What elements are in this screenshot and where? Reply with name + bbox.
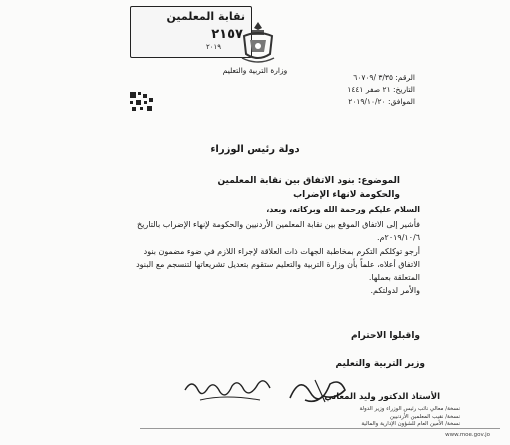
greeting: السلام عليكم ورحمة الله وبركاته، وبعد، bbox=[266, 205, 420, 214]
stamp-year: ٢٠١٩ bbox=[205, 43, 221, 51]
signer-name: الأستاذ الدكتور وليد المعاني bbox=[324, 392, 440, 402]
reference-number: الرقم: ٣/٣٥ /٦٠٧٠٩ bbox=[353, 73, 415, 82]
reference-block bbox=[315, 72, 415, 108]
subject-line-2: والحكومة لانهاء الإضراب bbox=[293, 190, 400, 200]
cc-list bbox=[300, 406, 460, 429]
incoming-stamp bbox=[130, 6, 252, 58]
letter-body bbox=[120, 203, 420, 297]
paragraph-2: أرجو توكلكم التكرم بمخاطبة الجهات ذات العلاقة لإجراء اللازم في ضوء مضمون بنود الاتفاق أعلاه، علماً بأن وزارة التربية والتعليم ستقوم بتعديل تشريعاتها لتنسجم مع البنود المتعلقة بعملها. bbox=[136, 246, 420, 283]
coat-of-arms-icon bbox=[238, 20, 278, 64]
barcode-icon bbox=[130, 92, 154, 112]
stamp-number: ٢١٥٧ bbox=[211, 27, 243, 42]
gregorian-date: الموافق: ٢٠١٩/١٠/٢٠ bbox=[348, 97, 415, 106]
cc-line: نسخة/ نقيب المعلمين الأردنيين bbox=[389, 413, 460, 420]
footer-text: www.moe.gov.jo bbox=[445, 432, 490, 438]
footer-divider bbox=[140, 428, 500, 429]
minister-signature bbox=[285, 370, 355, 410]
hijri-date: التاريخ: ٢١ صفر ١٤٤١ bbox=[347, 85, 415, 94]
handwritten-annotation bbox=[180, 370, 275, 406]
paragraph-1: فأشير إلى الاتفاق الموقع بين نقابة المعلمين الأردنيين والحكومة لإنهاء الإضراب بالتاريخ ٢٠١٩/١٠/٦م. bbox=[137, 220, 420, 243]
cc-line: نسخة/ الأمين العام للشؤون الإدارية والمالية bbox=[361, 421, 460, 427]
cc-line: نسخة/ معالي نائب رئيس الوزراء وزير الدولة bbox=[359, 406, 460, 412]
ministry-name: وزارة التربية والتعليم bbox=[222, 66, 288, 75]
signer-title: وزير التربية والتعليم bbox=[335, 359, 425, 369]
subject bbox=[200, 174, 400, 202]
closing: واقبلوا الاحترام bbox=[350, 331, 420, 341]
subject-line-1: الموضوع: بنود الاتفاق بين نقابة المعلمين bbox=[217, 176, 400, 186]
stamp-org: نقابة المعلمين bbox=[166, 10, 245, 23]
paragraph-3: والأمر لدولتكم. bbox=[370, 286, 420, 296]
addressee: دولة رئيس الوزراء bbox=[210, 144, 300, 155]
